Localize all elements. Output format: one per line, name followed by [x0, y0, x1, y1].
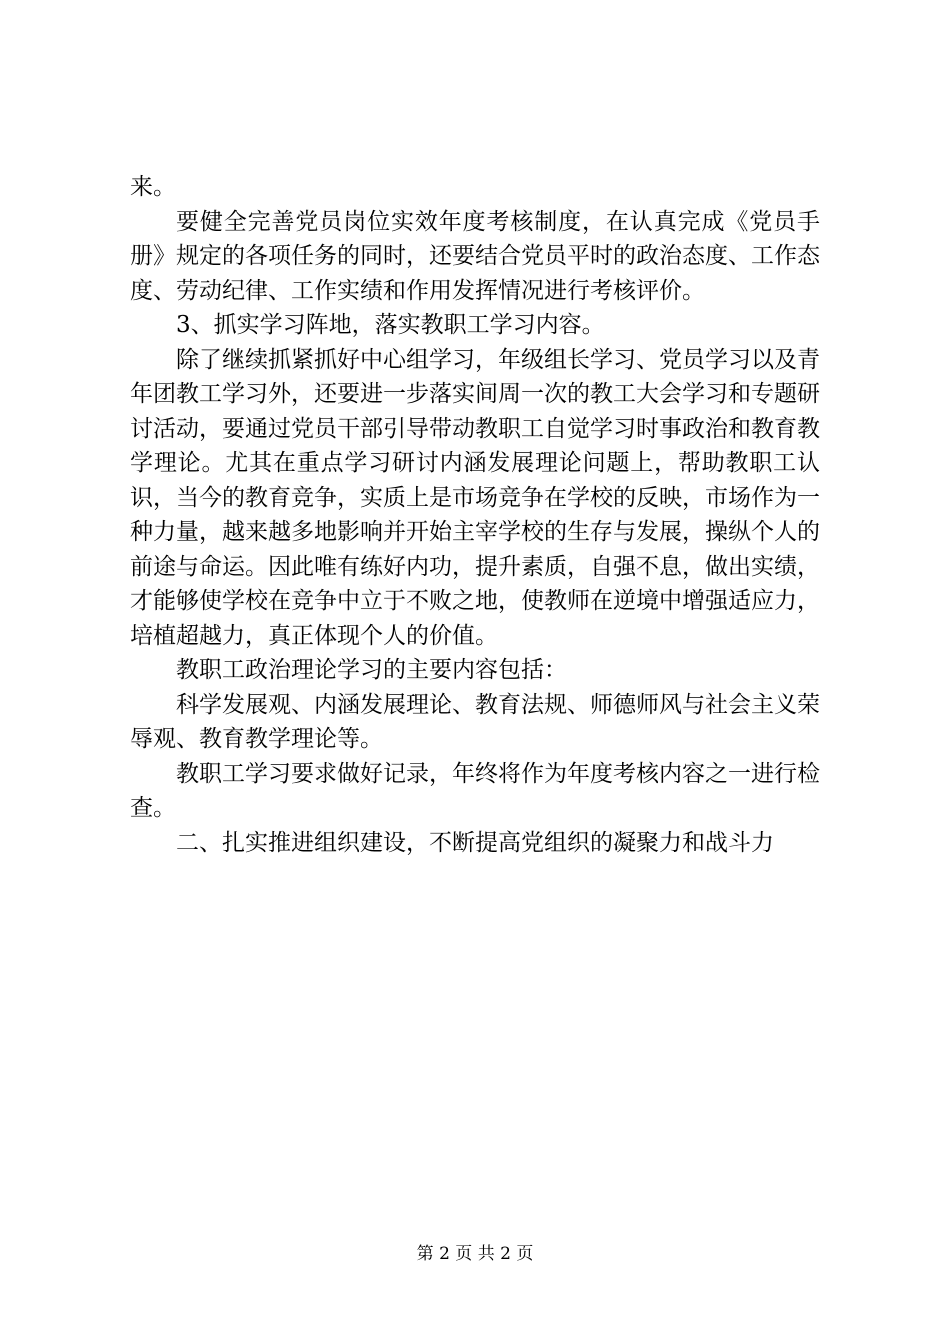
page-footer: 第 2 页 共 2 页: [416, 1244, 534, 1264]
paragraph-study-content-list: 科学发展观、内涵发展理论、教育法规、师德师风与社会主义荣辱观、教育教学理论等。: [130, 691, 820, 752]
paragraph-study-details: 除了继续抓紧抓好中心组学习，年级组长学习、党员学习以及青年团教工学习外，还要进一步落实间周一次的教工大会学习和专题研讨活动，要通过党员干部引导带动教职工自觉学习时事政治和教育教学理论。尤其在重点学习研讨内涵发展理论问题上，帮助教职工认识，当今的教育竞争，实质上是市场竞争在学校的反映，市场作为一种力量，越来越多地影响并开始主宰学校的生存与发展，操纵个人的前途与命运。因此唯有练好内功，提升素质，自强不息，做出实绩，才能够使学校在竞争中立于不败之地，使教师在逆境中增强适应力，培植超越力，真正体现个人的价值。: [130, 346, 820, 649]
paragraph-heading-organization: 二、扎实推进组织建设，不断提高党组织的凝聚力和战斗力: [176, 829, 774, 856]
paragraph-heading-study-base: 3、抓实学习阵地，落实教职工学习内容。: [176, 312, 605, 338]
paragraph-study-content-intro: 教职工政治理论学习的主要内容包括：: [176, 657, 567, 683]
paragraph-assessment-system: 要健全完善党员岗位实效年度考核制度，在认真完成《党员手册》规定的各项任务的同时，还要结合党员平时的政治态度、工作态度、劳动纪律、工作实绩和作用发挥情况进行考核评价。: [130, 208, 820, 304]
paragraph-continuation: 来。: [130, 174, 176, 200]
document-body: [130, 170, 820, 860]
paragraph-study-records: 教职工学习要求做好记录，年终将作为年度考核内容之一进行检查。: [130, 760, 820, 821]
